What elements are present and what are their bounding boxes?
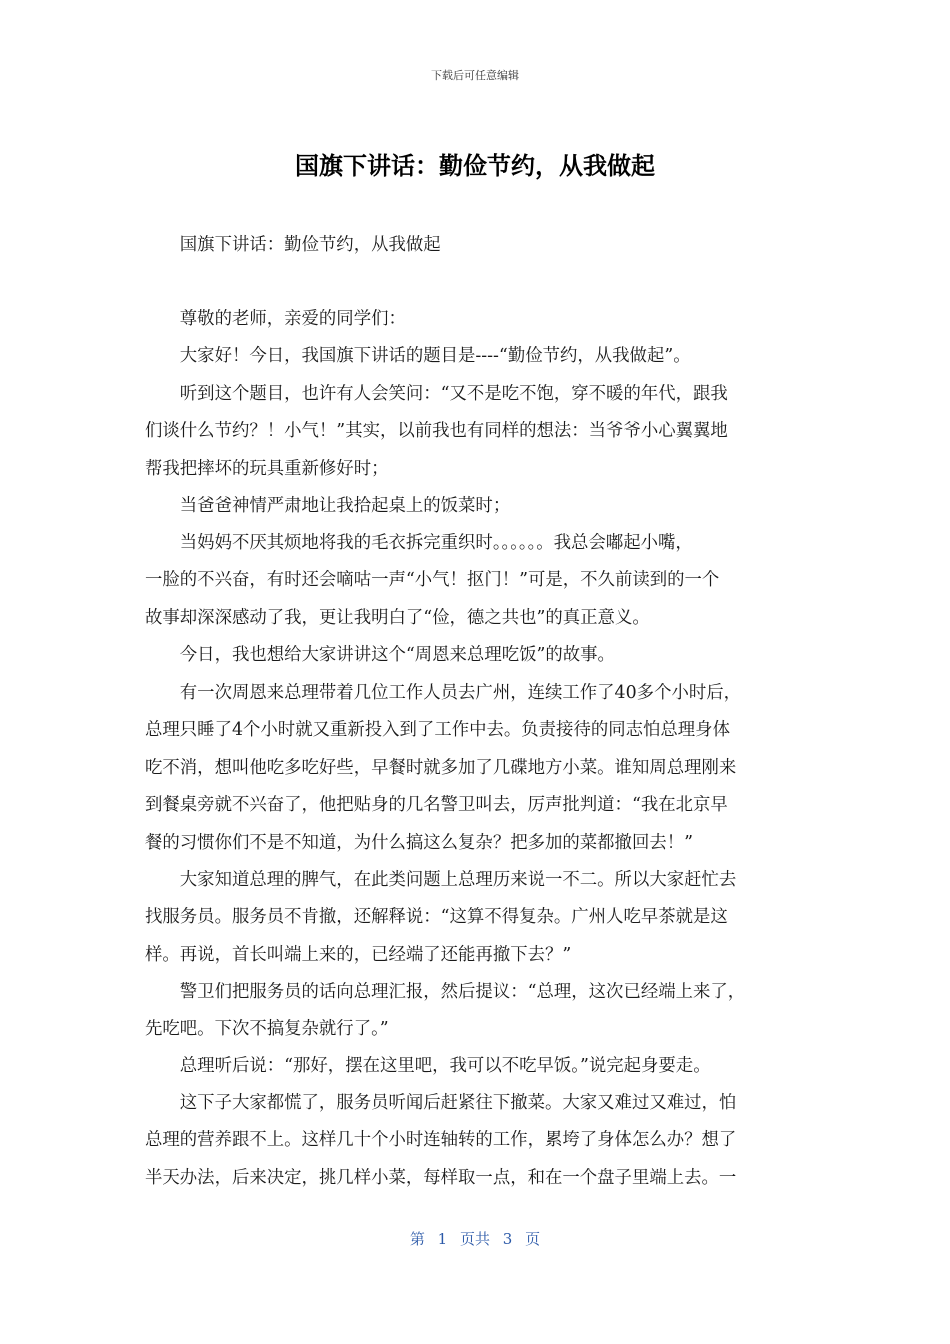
paragraph (145, 376, 805, 488)
paragraph (145, 974, 805, 1049)
paragraph (145, 338, 805, 375)
text-line: 故事却深深感动了我，更让我明白了“俭，德之共也”的真正意义。 (145, 607, 650, 628)
text-line: 大家好！今日，我国旗下讲话的题目是----“勤俭节约，从我做起”。 (145, 346, 691, 366)
text-line: 餐的习惯你们不是不知道，为什么搞这么复杂？把多加的菜都撤回去！” (145, 832, 694, 853)
text-line: 警卫们把服务员的话向总理汇报，然后提议：“总理，这次已经端上来了， (145, 982, 746, 1002)
text-line: 吃不消，想叫他吃多吃好些，早餐时就多加了几碟地方小菜。谁知周总理刚来 (145, 757, 737, 778)
text-line: 有一次周恩来总理带着几位工作人员去广州，连续工作了40多个小时后， (145, 683, 742, 703)
paragraph (145, 525, 805, 637)
text-line: 今日，我也想给大家讲讲这个“周恩来总理吃饭”的故事。 (145, 645, 615, 665)
text-line: 当妈妈不厌其烦地将我的毛衣拆完重织时。。。。。。我总会嘟起小嘴， (145, 533, 693, 553)
text-line: 国旗下讲话：勤俭节约，从我做起 (145, 235, 441, 255)
text-line: 这下子大家都慌了，服务员听闻后赶紧往下撤菜。大家又难过又难过，怕 (145, 1093, 737, 1113)
paragraph (145, 637, 805, 674)
text-line: 总理的营养跟不上。这样几十个小时连轴转的工作，累垮了身体怎么办？想了 (145, 1130, 737, 1151)
text-line: 总理只睡了4个小时就又重新投入到了工作中去。负责接待的同志怕总理身体 (145, 720, 730, 741)
text-line: 到餐桌旁就不兴奋了，他把贴身的几名警卫叫去，厉声批判道：“我在北京早 (145, 795, 728, 816)
document-title: 国旗下讲话：勤俭节约，从我做起 (295, 152, 655, 180)
text-line: 们谈什么节约？！小气！”其实，以前我也有同样的想法：当爷爷小心翼翼地 (145, 421, 728, 442)
text-line: 尊敬的老师，亲爱的同学们： (145, 309, 406, 329)
paragraph (145, 301, 805, 338)
text-line: 当爸爸神情严肃地让我拾起桌上的饭菜时； (145, 496, 511, 516)
header-note: 下载后可任意编辑 (431, 69, 519, 82)
paragraph (145, 675, 805, 862)
text-line: 一脸的不兴奋，有时还会嘀咕一声“小气！抠门！”可是，不久前读到的一个 (145, 570, 720, 591)
page-number-footer: 第 1 页共 3 页 (409, 1230, 541, 1248)
text-line: 半天办法，后来决定，挑几样小菜，每样取一点，和在一个盘子里端上去。一 (145, 1167, 737, 1188)
text-line: 样。再说，首长叫端上来的，已经端了还能再撤下去？” (145, 944, 572, 965)
paragraph (145, 1085, 805, 1197)
text-line: 大家知道总理的脾气，在此类问题上总理历来说一不二。所以大家赶忙去 (145, 870, 737, 890)
text-line: 听到这个题目，也许有人会笑问：“又不是吃不饱，穿不暖的年代，跟我 (145, 384, 728, 404)
paragraph (145, 488, 805, 525)
text-line: 帮我把摔坏的玩具重新修好时； (145, 458, 389, 479)
text-line: 总理听后说：“那好，摆在这里吧，我可以不吃早饭。”说完起身要走。 (145, 1056, 711, 1076)
text-line: 找服务员。服务员不肯撤，还解释说：“这算不得复杂。广州人吃早茶就是这 (145, 907, 728, 928)
text-line: 先吃吧。下次不搞复杂就行了。” (145, 1019, 389, 1040)
paragraph (145, 1048, 805, 1085)
paragraph (145, 862, 805, 974)
paragraph (145, 227, 805, 264)
